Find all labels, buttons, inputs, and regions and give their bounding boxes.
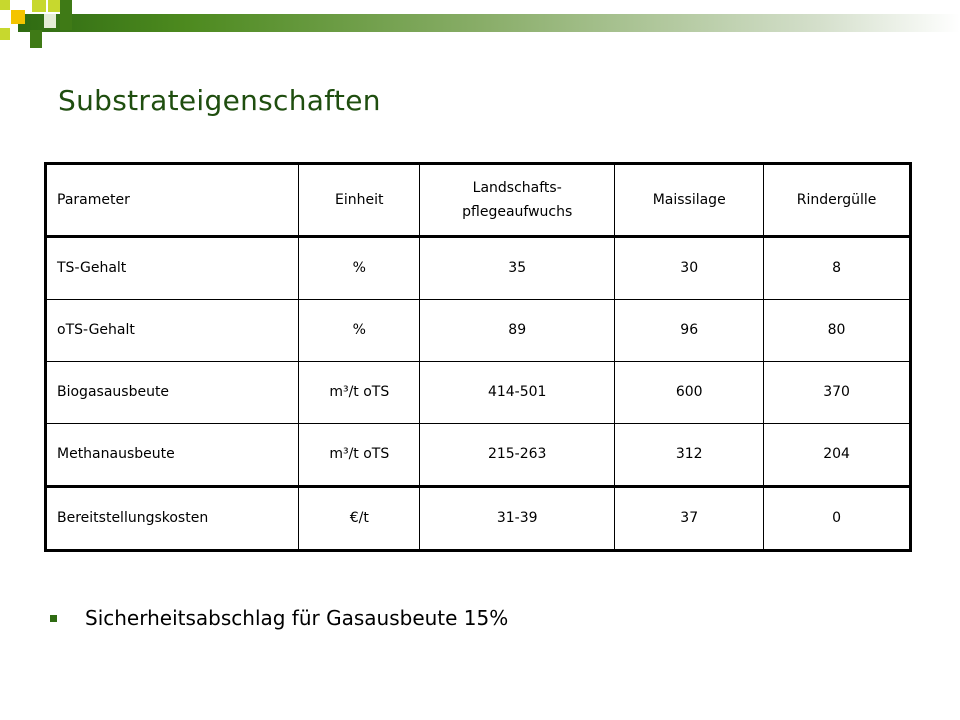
table-row	[46, 236, 911, 299]
decor-square	[44, 14, 56, 28]
table-cell: Biogasausbeute	[46, 361, 299, 423]
table-header-row	[46, 164, 911, 237]
table-cell: 30	[615, 236, 764, 299]
bullet-item	[50, 606, 508, 630]
table-cell: 8	[764, 236, 911, 299]
table-cell: 414-501	[420, 361, 615, 423]
table-cell: 312	[615, 423, 764, 486]
bullet-text: Sicherheitsabschlag für Gasausbeute 15%	[85, 606, 509, 630]
table-cell: €/t	[299, 486, 420, 550]
table-cell: 80	[764, 299, 911, 361]
header-cell: Maissilage	[615, 164, 764, 237]
table-cell: 96	[615, 299, 764, 361]
table-cell: Bereitstellungskosten	[46, 486, 299, 550]
table-cell: Methanausbeute	[46, 423, 299, 486]
table-cell: 37	[615, 486, 764, 550]
table-row	[46, 361, 911, 423]
table-cell: 31-39	[420, 486, 615, 550]
slide-title: Substrateigenschaften	[58, 84, 381, 117]
table-cell: m³/t oTS	[299, 423, 420, 486]
header-cell: Parameter	[46, 164, 299, 237]
table-row	[46, 423, 911, 486]
header-cell: Einheit	[299, 164, 420, 237]
table-cell: 35	[420, 236, 615, 299]
header-cell	[420, 164, 615, 237]
header-line: pflegeaufwuchs	[462, 203, 573, 220]
gradient-bar	[18, 14, 960, 32]
header-line: Landschafts-	[472, 179, 562, 196]
table-cell: oTS-Gehalt	[46, 299, 299, 361]
table-cell: 0	[764, 486, 911, 550]
table-cell: 370	[764, 361, 911, 423]
header-cell: Rindergülle	[764, 164, 911, 237]
table-cell: 204	[764, 423, 911, 486]
decor-square	[0, 0, 10, 10]
table-cell: %	[299, 299, 420, 361]
table-cell: 600	[615, 361, 764, 423]
decor-square	[11, 10, 25, 24]
table-cell: m³/t oTS	[299, 361, 420, 423]
table-cell: TS-Gehalt	[46, 236, 299, 299]
substrate-table	[44, 162, 912, 552]
decor-square	[32, 0, 46, 12]
decor-square	[0, 28, 10, 40]
decor-square	[30, 30, 42, 48]
table-cell: 89	[420, 299, 615, 361]
table-cell: 215-263	[420, 423, 615, 486]
table-row	[46, 299, 911, 361]
decor-square	[60, 0, 72, 30]
table-cell: %	[299, 236, 420, 299]
bullet-square-icon	[50, 615, 57, 622]
table-row	[46, 486, 911, 550]
